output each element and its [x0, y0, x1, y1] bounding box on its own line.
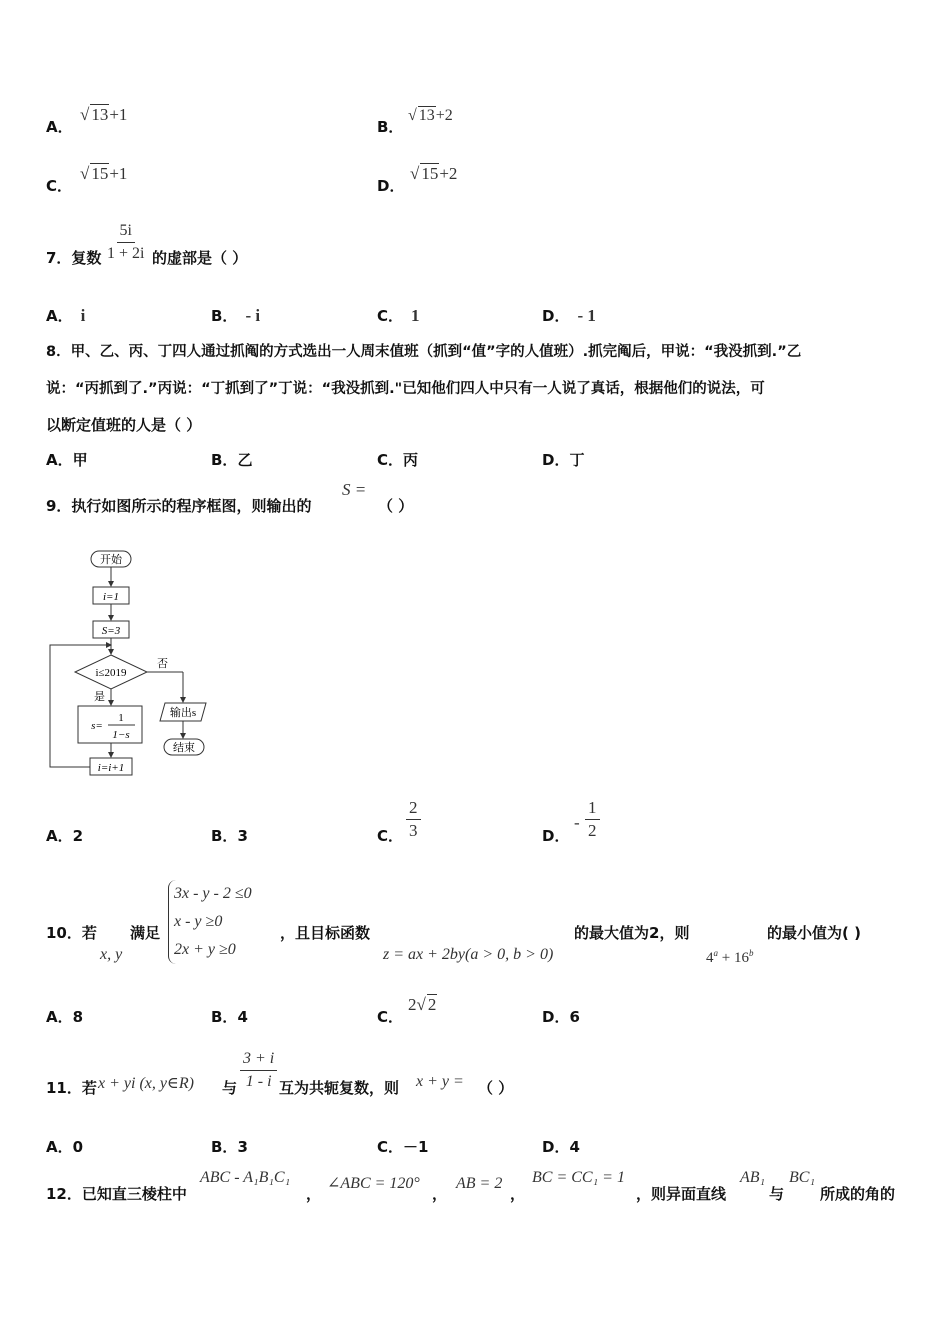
q6-option-c-math: √ 15+1 — [80, 164, 128, 183]
q9-option-c-fraction — [406, 797, 421, 842]
option-label: D． — [542, 1138, 570, 1156]
math-rest: +2 — [435, 107, 453, 124]
q7-option-c — [377, 305, 420, 326]
option-value: 3 — [237, 827, 248, 845]
q11-mid2: 互为共轭复数，则 — [279, 1079, 400, 1097]
q12-ab1: AB₁ — [740, 1169, 766, 1186]
option-value: 4 — [569, 1138, 580, 1156]
q7-option-a — [46, 305, 85, 326]
q6-option-b-math: √ 13+2 — [408, 107, 453, 124]
q6-option-d — [377, 175, 404, 196]
option-label: B． — [211, 1138, 238, 1156]
expr-exponent: a — [713, 948, 718, 958]
option-value: 3 — [237, 1138, 248, 1156]
q11-option-c — [377, 1136, 428, 1157]
q10-objective: z = ax + 2by(a > 0, b > 0) — [383, 946, 554, 963]
q8-line-1: 8．甲、乙、丙、丁四人通过抓阄的方式选出一人周末值班（抓到“值”字的人值班）.抓完阄后，甲说：“我没抓到.”乙 — [46, 344, 802, 360]
option-value: - i — [245, 306, 261, 325]
q7-prefix: 7．复数 — [46, 249, 102, 267]
q10-constraint-system — [168, 880, 252, 964]
option-label: A． — [46, 118, 73, 136]
fraction-numerator: 1 — [585, 797, 600, 820]
math-rest: +1 — [109, 164, 128, 183]
q11-suffix: （ ） — [478, 1079, 514, 1097]
option-label: D． — [542, 451, 570, 469]
flowchart-init-i-text: i=1 — [103, 591, 119, 603]
coefficient: 2 — [408, 995, 417, 1014]
q12-angle: ∠ABC = 120° — [327, 1175, 420, 1192]
q10-option-c: C． — [377, 1008, 404, 1026]
q10-vars: x, y — [100, 946, 123, 963]
option-label: A． — [46, 827, 73, 845]
q6-option-b — [377, 116, 403, 137]
flowchart-start-text: 开始 — [100, 554, 122, 566]
radicand: 2 — [427, 995, 437, 1014]
fraction-denominator: 1 + 2i — [107, 245, 145, 262]
q9-option-d: D． — [542, 827, 570, 845]
radicand: 13 — [418, 107, 435, 124]
expr-exponent: b — [748, 948, 754, 958]
q12-bc1: BC₁ — [789, 1169, 816, 1186]
flowchart-incr-text: i=i+1 — [97, 762, 125, 774]
q10-mid3: 的最大值为2，则 — [574, 924, 690, 942]
q11-option-d — [542, 1136, 580, 1157]
fraction-numerator: 5i — [117, 220, 135, 243]
q8-option-a — [46, 449, 88, 470]
q12-ab: AB = 2 — [456, 1175, 503, 1192]
option-label: A． — [46, 451, 73, 469]
q8-line-3: 以断定值班的人是（ ） — [46, 416, 202, 434]
q8-option-b — [211, 449, 252, 470]
option-label: D． — [542, 1008, 570, 1026]
option-label: B． — [377, 118, 404, 136]
q10-option-a — [46, 1006, 83, 1027]
q11-prefix: 11．若 — [46, 1079, 97, 1097]
option-label: B． — [211, 827, 238, 845]
option-label: C． — [377, 1138, 404, 1156]
option-value: - 1 — [577, 306, 596, 325]
q12-comma-3: ， — [510, 1185, 526, 1203]
q12-bc: BC = CC₁ = 1 — [532, 1169, 625, 1186]
q11-option-a — [46, 1136, 83, 1157]
q12-suffix: 所成的角的 — [820, 1185, 896, 1203]
q6-option-d-math: √ 15+2 — [410, 164, 458, 183]
option-value: 6 — [569, 1008, 580, 1026]
fraction-denominator: 1 - i — [245, 1073, 272, 1090]
option-value: 甲 — [72, 451, 88, 469]
flowchart-condition-text: i≤2019 — [95, 667, 127, 679]
q10-prefix: 10．若 — [46, 924, 97, 942]
q9-prefix: 9．执行如图所示的程序框图，则输出的 — [46, 497, 312, 515]
q10-mid2: ，且目标函数 — [280, 924, 371, 942]
option-label: A． — [46, 307, 73, 325]
q10-mid1: 满足 — [130, 924, 161, 942]
fraction-numerator: 2 — [406, 797, 421, 820]
q7-fraction — [104, 220, 147, 265]
flowchart-yes-label: 是 — [94, 691, 105, 703]
q12-prefix: 12．已知直三棱柱中 — [46, 1185, 187, 1203]
q10-suffix: 的最小值为( ) — [767, 924, 861, 942]
q8-option-d — [542, 449, 584, 470]
q7-suffix: 的虚部是（ ） — [152, 249, 248, 267]
q9-math: S = — [342, 480, 367, 499]
flowchart-end-text: 结束 — [173, 742, 195, 754]
option-value: 丁 — [569, 451, 585, 469]
q12-mid2: 与 — [769, 1185, 785, 1203]
expr-mid: + 16 — [718, 950, 749, 966]
q9-option-b — [211, 825, 248, 846]
q11-fraction — [240, 1048, 277, 1093]
q8-option-c — [377, 449, 418, 470]
q9-option-c: C． — [377, 827, 404, 845]
q10-option-d — [542, 1006, 580, 1027]
flowchart-init-s-text: S=3 — [101, 625, 121, 637]
fraction-numerator: 3 + i — [240, 1048, 277, 1071]
flowchart — [44, 545, 219, 785]
q9-option-d-sign: - — [574, 813, 580, 832]
q12-comma-2: ， — [432, 1185, 448, 1203]
option-label: A． — [46, 1138, 73, 1156]
option-value: －1 — [403, 1138, 429, 1156]
option-label: C． — [377, 451, 404, 469]
q11-math2: x + y = — [416, 1073, 464, 1090]
flowchart-update-den: 1−s — [112, 729, 130, 741]
math-rest: +2 — [439, 164, 458, 183]
radicand: 15 — [421, 164, 439, 183]
option-label: C． — [377, 307, 404, 325]
option-label: B． — [211, 451, 238, 469]
option-label: A． — [46, 1008, 73, 1026]
q8-line-2: 说：“丙抓到了.”丙说：“丁抓到了”丁说：“我没抓到."已知他们四人中只有一人说了真话，根据他们的说法，可 — [46, 381, 765, 397]
q7-option-d — [542, 305, 596, 326]
fraction-denominator: 2 — [588, 821, 597, 840]
constraint-line: 3x - y - 2 ≤0 — [174, 885, 252, 902]
option-value: 1 — [411, 306, 420, 325]
option-value: 乙 — [237, 451, 253, 469]
option-label: D． — [377, 177, 405, 195]
q12-prism: ABC - A₁B₁C₁ — [200, 1169, 291, 1186]
q7-option-b — [211, 305, 260, 326]
radicand: 13 — [91, 105, 109, 124]
flowchart-update-num: 1 — [118, 712, 124, 724]
q12-comma-1: ， — [306, 1185, 322, 1203]
constraint-line: x - y ≥0 — [174, 913, 223, 930]
option-value: i — [80, 306, 86, 325]
radicand: 15 — [91, 164, 109, 183]
fraction-denominator: 3 — [409, 821, 418, 840]
constraint-line: 2x + y ≥0 — [174, 941, 236, 958]
q9-option-a — [46, 825, 83, 846]
option-value: 8 — [72, 1008, 84, 1026]
option-label: C． — [46, 177, 73, 195]
option-value: 丙 — [403, 451, 419, 469]
q9-suffix: （ ） — [378, 497, 414, 515]
math-rest: +1 — [109, 105, 128, 124]
q10-option-b — [211, 1006, 248, 1027]
option-label: B． — [211, 1008, 238, 1026]
q11-mid: 与 — [222, 1079, 238, 1097]
q10-expression — [706, 948, 753, 967]
flowchart-update-lhs: s= — [91, 720, 103, 732]
q6-option-a-math: √ 13+1 — [80, 105, 128, 124]
option-value: 4 — [237, 1008, 248, 1026]
flowchart-no-label: 否 — [157, 658, 168, 670]
expr-base: 4 — [706, 950, 714, 966]
q12-mid: ，则异面直线 — [636, 1185, 727, 1203]
q11-math1: x + yi (x, y∈R) — [98, 1075, 194, 1092]
option-label: B． — [211, 307, 238, 325]
option-value: 0 — [72, 1138, 84, 1156]
option-label: D． — [542, 307, 570, 325]
q6-option-c — [46, 175, 72, 196]
q9-option-d-fraction — [585, 797, 600, 842]
q11-option-b — [211, 1136, 248, 1157]
option-value: 2 — [72, 827, 84, 845]
q10-option-c-math: 2√ 2 — [408, 995, 437, 1014]
q6-option-a — [46, 116, 73, 137]
flowchart-output-text: 输出s — [169, 707, 197, 719]
